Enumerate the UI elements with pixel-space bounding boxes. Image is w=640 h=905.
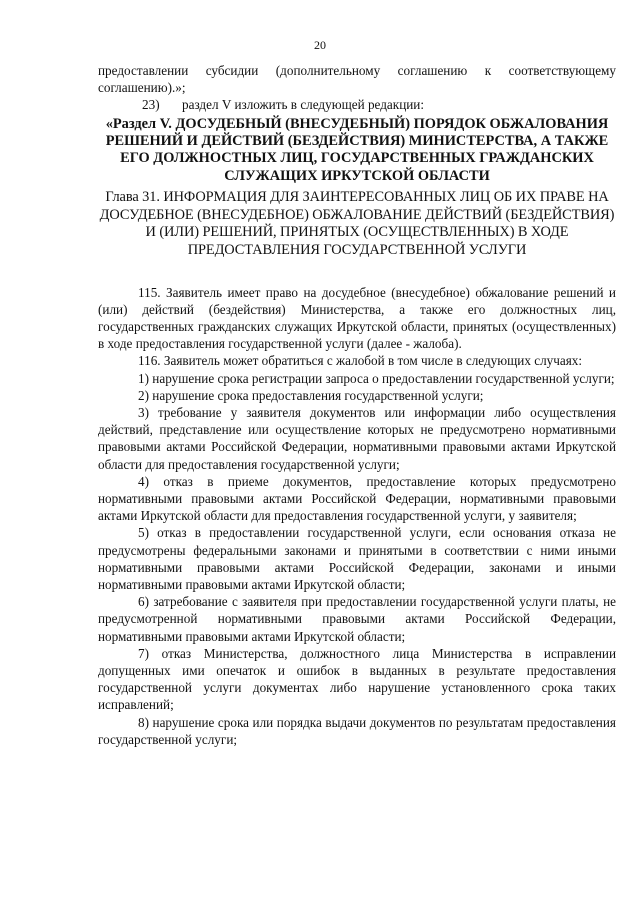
amendment-item-text: раздел V изложить в следующей редакции: [182, 97, 425, 113]
list-item-4: 4) отказ в приеме документов, предоставление которых предусмотрено нормативными правовыми актами Российской Федерации, нормативными правовыми актами Иркутской области для предоставления государственной услуги, у заявителя; [98, 473, 616, 524]
list-item-3: 3) требование у заявителя документов или информации либо осуществления действий, представление или осуществление которых не предусмотрено нормативными правовыми актами Российской Федерации, нормативными правовыми актами Иркутской области для предоставления государственной услуги; [98, 405, 616, 472]
list-item-6: 6) затребование с заявителя при предоставлении государственной услуги платы, не предусмотренной нормативными правовыми актами Российской Федерации, нормативными правовыми актами Иркутской области; [98, 594, 616, 644]
paragraph-116: 116. Заявитель может обратиться с жалобой в том числе в следующих случаях: [138, 353, 583, 369]
amendment-item-number: 23) [142, 97, 160, 113]
list-item-2: 2) нарушение срока предоставления государственной услуги; [138, 387, 484, 403]
list-item-8: 8) нарушение срока или порядка выдачи документов по результатам предоставления государственной услуги; [98, 714, 616, 747]
chapter-title: Глава 31. ИНФОРМАЦИЯ ДЛЯ ЗАИНТЕРЕСОВАННЫХ ЛИЦ ОБ ИХ ПРАВЕ НА ДОСУДЕБНОЕ (ВНЕСУДЕБНОЕ) ОБЖАЛОВАНИЕ ДЕЙСТВИЙ (БЕЗДЕЙСТВИЯ) И (ИЛИ) РЕШЕНИЙ, ПРИНЯТЫХ (ОСУЩЕСТВЛЕННЫХ) В ХОДЕ ПРЕДОСТАВЛЕНИЯ ГОСУДАРСТВЕННОЙ УСЛУГИ [99, 189, 615, 259]
list-item-1: 1) нарушение срока регистрации запроса о предоставлении государственной услуги; [138, 370, 615, 386]
lead-paragraph: предоставлении субсидии (дополнительному соглашению к соответствующему соглашению).»; [98, 63, 616, 96]
paragraph-115: 115. Заявитель имеет право на досудебное (внесудебное) обжалование решений и (или) действий (бездействия) Министерства, а также его должностных лиц, государственных гражданских служащих Иркутской области, принятых (осуществленных) в ходе предоставления государственной услуги (далее - жалоба). [98, 284, 616, 352]
list-item-5: 5) отказ в предоставлении государственной услуги, если основания отказа не предусмотрены федеральными законами и принятыми в соответствии с ними иными нормативными правовыми актами Российской Федерации, законами и иными нормативными правовыми актами Иркутской области; [98, 525, 616, 593]
section-title: «Раздел V. ДОСУДЕБНЫЙ (ВНЕСУДЕБНЫЙ) ПОРЯДОК ОБЖАЛОВАНИЯ РЕШЕНИЙ И ДЕЙСТВИЙ (БЕЗДЕЙСТВИЯ) МИНИСТЕРСТВА, А ТАКЖЕ ЕГО ДОЛЖНОСТНЫХ ЛИЦ, ГОСУДАРСТВЕННЫХ ГРАЖДАНСКИХ СЛУЖАЩИХ ИРКУТСКОЙ ОБЛАСТИ [105, 115, 609, 184]
amendment-item-23 [142, 96, 616, 113]
list-item-7: 7) отказ Министерства, должностного лица Министерства в исправлении допущенных ими опечаток и ошибок в выданных в результате предоставления государственной услуги документах либо нарушение установленного срока таких исправлений; [98, 645, 616, 713]
document-body [98, 62, 616, 748]
page-number: 20 [314, 38, 326, 52]
spacer [98, 260, 616, 284]
